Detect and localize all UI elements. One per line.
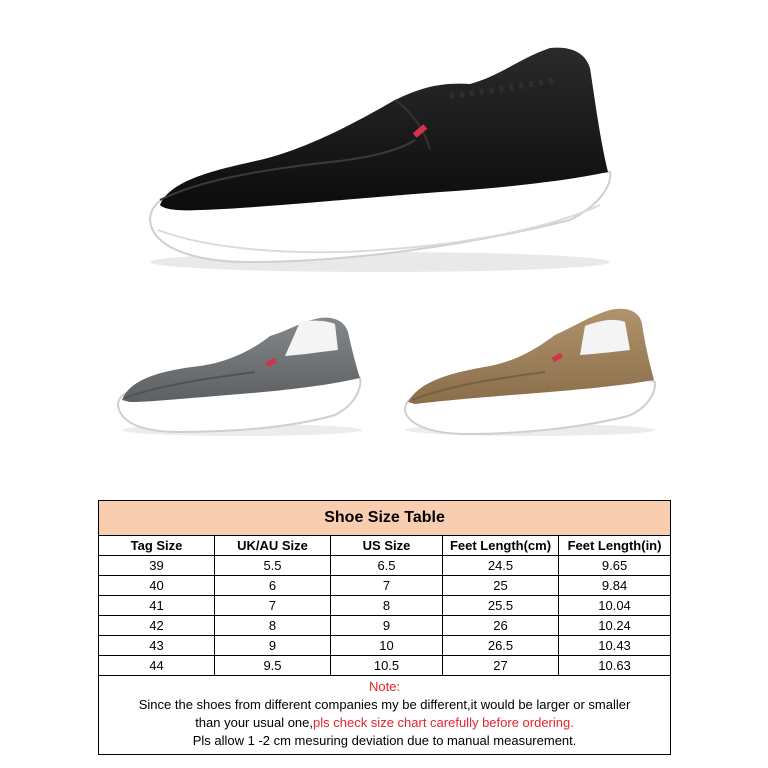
table-cell: 41 xyxy=(99,596,215,616)
table-row xyxy=(99,596,671,616)
header-us-size: US Size xyxy=(331,536,443,556)
table-cell: 10.43 xyxy=(559,636,671,656)
table-cell: 5.5 xyxy=(215,556,331,576)
khaki-shoe-image xyxy=(405,309,655,436)
size-table xyxy=(98,500,671,755)
note-line-2-text: than your usual one, xyxy=(195,715,313,730)
table-row xyxy=(99,656,671,676)
table-row xyxy=(99,556,671,576)
table-cell: 42 xyxy=(99,616,215,636)
header-feet-length-cm: Feet Length(cm) xyxy=(443,536,559,556)
table-cell: 40 xyxy=(99,576,215,596)
table-cell: 39 xyxy=(99,556,215,576)
table-cell: 10.5 xyxy=(331,656,443,676)
table-cell: 10.63 xyxy=(559,656,671,676)
table-cell: 8 xyxy=(331,596,443,616)
table-title: Shoe Size Table xyxy=(99,501,671,536)
table-cell: 6.5 xyxy=(331,556,443,576)
table-cell: 9.5 xyxy=(215,656,331,676)
note-line-3: Pls allow 1 -2 cm mesuring deviation due to manual measurement. xyxy=(192,733,577,748)
black-shoe-image xyxy=(150,48,610,272)
note-line-2-warning: pls check size chart carefully before ordering. xyxy=(313,715,574,730)
gray-shoe-image xyxy=(118,318,362,436)
table-cell: 8 xyxy=(215,616,331,636)
table-cell: 26 xyxy=(443,616,559,636)
header-tag-size: Tag Size xyxy=(99,536,215,556)
table-cell: 9 xyxy=(215,636,331,656)
table-cell: 24.5 xyxy=(443,556,559,576)
table-cell: 43 xyxy=(99,636,215,656)
table-cell: 9.84 xyxy=(559,576,671,596)
note-title: Note: xyxy=(368,679,401,694)
table-cell: 10.24 xyxy=(559,616,671,636)
table-row xyxy=(99,636,671,656)
table-cell: 7 xyxy=(331,576,443,596)
note-line-1: Since the shoes from different companies my be different,it would be larger or smaller xyxy=(138,697,631,712)
table-cell: 10.04 xyxy=(559,596,671,616)
table-cell: 27 xyxy=(443,656,559,676)
table-cell: 10 xyxy=(331,636,443,656)
table-cell: 6 xyxy=(215,576,331,596)
table-cell: 25.5 xyxy=(443,596,559,616)
table-cell: 9 xyxy=(331,616,443,636)
size-note xyxy=(99,676,671,755)
table-cell: 9.65 xyxy=(559,556,671,576)
header-row xyxy=(99,536,671,556)
header-uk-au-size: UK/AU Size xyxy=(215,536,331,556)
table-cell: 44 xyxy=(99,656,215,676)
table-cell: 7 xyxy=(215,596,331,616)
size-table-container xyxy=(98,500,670,755)
header-feet-length-in: Feet Length(in) xyxy=(559,536,671,556)
table-row xyxy=(99,616,671,636)
table-cell: 25 xyxy=(443,576,559,596)
table-cell: 26.5 xyxy=(443,636,559,656)
note-line-2 xyxy=(99,714,670,732)
table-row xyxy=(99,576,671,596)
